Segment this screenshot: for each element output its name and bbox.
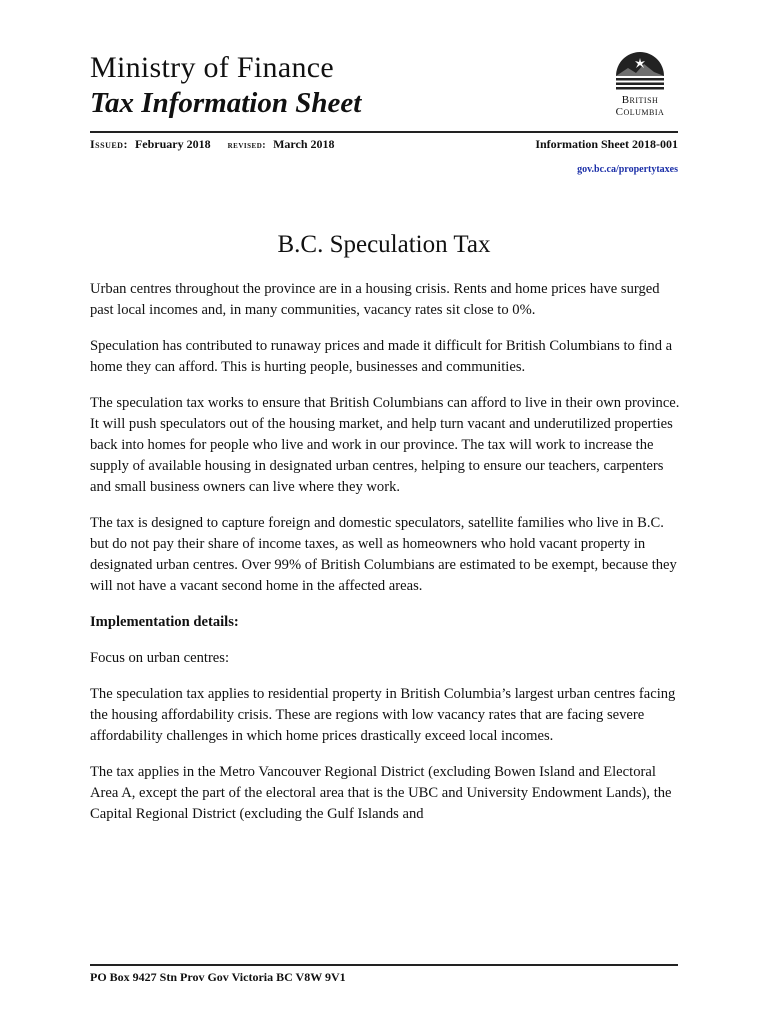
information-sheet-number: Information Sheet 2018-001 [535, 137, 678, 151]
issued-date: February 2018 [134, 137, 211, 151]
logo-line-columbia: Columbia [615, 106, 665, 118]
paragraph-tax-purpose: The speculation tax works to ensure that British Columbians can afford to live in their own province. It will push speculators out of the housing market, and help turn vacant and underutilized properties back into homes for people who live and work in our province. The tax will work to increase the supply of available housing in designated urban centres, helping to ensure our teachers, carpenters and small business owners can live where they work. [90, 395, 680, 495]
paragraph-housing-crisis: Urban centres throughout the province are in a housing crisis. Rents and home prices have surged past local incomes and, in many communities, vacancy rates sit close to 0%. [90, 281, 660, 318]
logo-wordmark [600, 94, 680, 118]
document-title: B.C. Speculation Tax [277, 231, 491, 258]
revised-date: March 2018 [273, 137, 335, 151]
property-taxes-link[interactable]: gov.bc.ca/propertytaxes [577, 164, 678, 175]
paragraph-tax-scope: The tax is designed to capture foreign and domestic speculators, satellite families who live in B.C. but do not pay their share of income taxes, as well as homeowners who hold vacant property in designated urban centres. Over 99% of British Columbians are estimated to be exempt, because they will not have a vacant second home in the affected areas. [90, 515, 677, 594]
bc-government-logo [600, 52, 680, 118]
footer-divider [90, 964, 678, 966]
paragraph-speculation-impact: Speculation has contributed to runaway prices and made it difficult for British Columbians to find a home they can afford. This is hurting people, businesses and communities. [90, 338, 673, 375]
footer-address: PO Box 9427 Stn Prov Gov Victoria BC V8W 9V1 [90, 970, 346, 984]
document-body [90, 279, 686, 840]
ministry-name: Ministry of Finance [90, 51, 335, 84]
urban-centres-subheading: Focus on urban centres: [90, 650, 230, 666]
issue-info-row [90, 137, 678, 153]
bc-logo-icon [610, 52, 670, 92]
document-header [90, 50, 361, 120]
paragraph-urban-centres: The speculation tax applies to residential property in British Columbia’s largest urban centres facing the housing affordability crisis. These are regions with low vacancy rates that are facing severe affordability challenges in which home prices drastically exceed local incomes. [90, 686, 676, 744]
issued-label: Issued: [90, 137, 128, 151]
sheet-type-title: Tax Information Sheet [90, 87, 362, 119]
implementation-heading: Implementation details: [90, 614, 239, 630]
header-divider [90, 131, 678, 133]
logo-line-british: British [621, 94, 659, 106]
paragraph-applicable-regions: The tax applies in the Metro Vancouver Regional District (excluding Bowen Island and Electoral Area A, except the part of the electoral area that is the UBC and University Endowment Lands), the Capital Regional District (excluding the Gulf Islands and [90, 764, 672, 822]
revised-label: revised: [227, 140, 267, 151]
